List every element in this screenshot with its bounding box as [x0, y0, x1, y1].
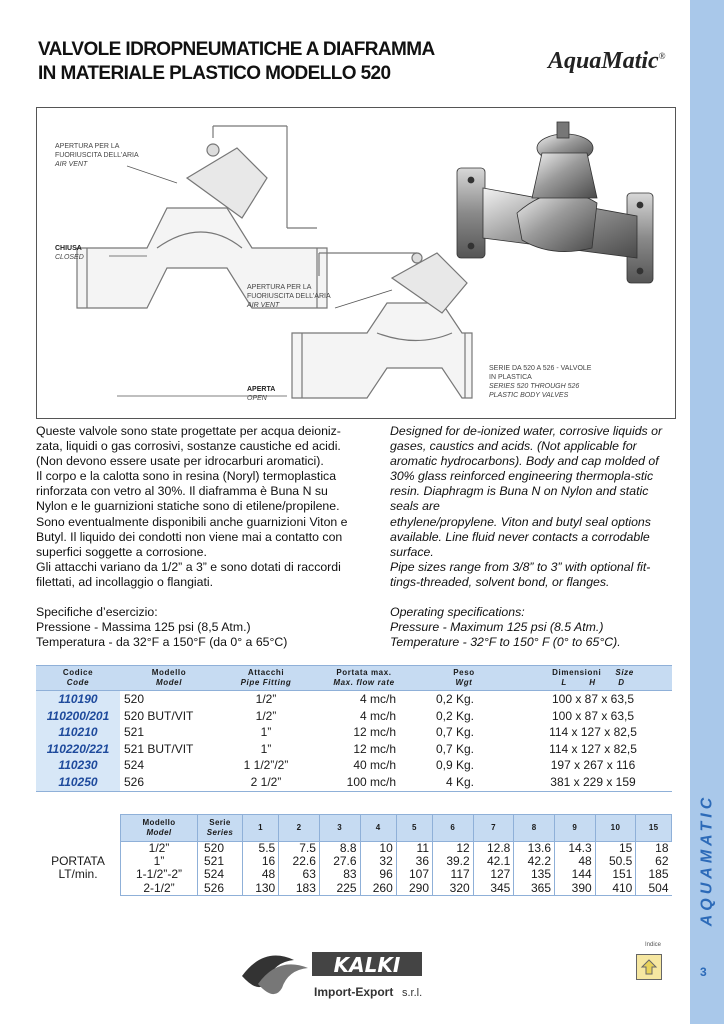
flow-value: 5.5: [243, 842, 279, 856]
product-fitting: 1”: [260, 725, 272, 740]
logo-srl: s.r.l.: [402, 987, 423, 999]
flow-value: 16: [243, 855, 279, 868]
product-weight: 0,9 Kg.: [435, 758, 474, 773]
col-minutes: 2: [279, 815, 320, 842]
flow-value: 12: [433, 842, 474, 856]
product-flow: 4 mc/h: [359, 692, 396, 706]
side-brand-word: AQUAMATIC: [698, 793, 716, 927]
series-caption: SERIE DA 520 A 526 - VALVOLE IN PLASTICA SERIES 520 THROUGH 526 PLASTIC BODY VALVES: [489, 365, 592, 399]
it-spec-heading: Specifiche d’esercizio:: [36, 605, 158, 620]
product-model: 520 BUT/VIT: [124, 708, 194, 723]
flow-series: 521: [198, 855, 243, 868]
flow-rate-label: [36, 842, 121, 896]
product-code: 110250: [36, 774, 120, 791]
product-table: [36, 665, 672, 792]
product-weight: 0,2 Kg.: [435, 708, 474, 723]
col-minutes: 4: [360, 815, 396, 842]
flow-value: 320: [433, 882, 474, 896]
col-minutes: 1: [243, 815, 279, 842]
flow-value: 48: [555, 855, 596, 868]
flow-value: 7.5: [279, 842, 320, 856]
en-spec-heading: Operating specifications:: [390, 605, 525, 620]
closed-label: CHIUSA CLOSED: [55, 245, 84, 261]
product-flow: 12 mc/h: [353, 741, 396, 756]
flow-value: 225: [319, 882, 360, 896]
product-code: 110210: [36, 724, 120, 741]
flow-value: 22.6: [279, 855, 320, 868]
flow-value: 504: [636, 882, 672, 896]
table-row: [36, 757, 672, 774]
product-model: 526: [120, 774, 218, 791]
flow-value: 345: [473, 882, 514, 896]
product-dimensions: 100 x 87 x 63,5: [551, 708, 635, 723]
flow-row: [36, 842, 672, 856]
col-fitting: Attacchi Pipe Fitting: [218, 666, 314, 691]
flow-series: 524: [198, 868, 243, 881]
product-fitting: 1 1/2”/2”: [243, 758, 289, 773]
flow-value: 48: [243, 868, 279, 881]
flow-value: 96: [360, 868, 396, 881]
it-paragraph-3: Sono eventualmente disponibili anche guarnizioni Viton e Butyl. Il liquido dei condotti non viene mai a contatto con superfici soggette a corrosione.: [36, 514, 348, 559]
product-dimensions: 114 x 127 x 82,5: [549, 725, 637, 740]
flow-value: 36: [396, 855, 432, 868]
flow-value: 62: [636, 855, 672, 868]
it-spec-temperature: Temperatura - da 32°F a 150°F (da 0° a 65°C): [36, 635, 288, 650]
col-minutes: 10: [595, 815, 636, 842]
flow-value: 260: [360, 882, 396, 896]
flow-size: 1/2”: [121, 842, 198, 856]
flow-value: 18: [636, 842, 672, 856]
flow-rate-table: [36, 814, 672, 896]
flow-value: 83: [319, 868, 360, 881]
product-model: 521: [124, 725, 145, 740]
flow-value: 15: [595, 842, 636, 856]
product-code: 110200/201: [36, 708, 120, 725]
page-title: [38, 38, 558, 86]
col-weight: Peso Wgt: [414, 666, 514, 691]
product-flow: 100 mc/h: [314, 774, 414, 791]
product-table-header: [36, 666, 672, 691]
logo-subtitle: Import-Export: [314, 985, 394, 999]
flow-value: 42.1: [473, 855, 514, 868]
flow-value: 151: [595, 868, 636, 881]
brand-logo: AquaMatic®: [548, 48, 666, 74]
col-minutes: 5: [396, 815, 432, 842]
table-row: [36, 774, 672, 791]
product-model: 520: [124, 692, 145, 706]
title-line-1: VALVOLE IDROPNEUMATICHE A DIAFRAMMA: [38, 39, 435, 60]
flow-series: 526: [198, 882, 243, 896]
air-vent-label-2: APERTURA PER LA FUORIUSCITA DELL'ARIA AIR VENT: [247, 284, 331, 309]
product-flow: 4 mc/h: [359, 708, 396, 723]
product-weight: 0,7 Kg.: [435, 725, 474, 740]
flow-series: 520: [198, 842, 243, 856]
flow-size: 1-1/2”-2”: [121, 868, 198, 881]
col-flow-model: Modello Model: [121, 815, 198, 842]
flow-value: 135: [514, 868, 555, 881]
col-minutes: 6: [433, 815, 474, 842]
title-line-2: IN MATERIALE PLASTICO MODELLO 520: [38, 63, 391, 84]
flow-value: 8.8: [319, 842, 360, 856]
valve-photo: [457, 122, 653, 283]
en-spec-temperature: Temperature - 32°F to 150° F (0° to 65°C).: [390, 635, 621, 650]
product-fitting: 1/2”: [255, 708, 277, 723]
col-flow-series: Serie Series: [198, 815, 243, 842]
product-fitting: 1”: [260, 741, 272, 756]
flow-value: 107: [396, 868, 432, 881]
flow-value: 127: [473, 868, 514, 881]
it-paragraph-1: Queste valvole sono state progettate per acqua deioniz-zata, liquidi o gas corrosivi, sostanze caustiche ed acidi. (Non devono essere usate per idrocarburi aromatici).: [36, 424, 341, 469]
flow-value: 117: [433, 868, 474, 881]
air-vent-label-1: APERTURA PER LA FUORIUSCITA DELL'ARIA AIR VENT: [55, 143, 139, 168]
col-minutes: 15: [636, 815, 672, 842]
flow-value: 50.5: [595, 855, 636, 868]
flow-row: [36, 882, 672, 896]
flow-value: 390: [555, 882, 596, 896]
valve-figure: [36, 107, 676, 419]
flow-value: 13.6: [514, 842, 555, 856]
flow-value: 42.2: [514, 855, 555, 868]
flow-row: [36, 868, 672, 881]
col-dimensions: Dimensioni Size L H D: [514, 666, 672, 691]
index-label: Indice: [645, 942, 662, 948]
flow-value: 27.6: [319, 855, 360, 868]
open-valve-drawing: [292, 253, 472, 398]
product-dimensions: 381 x 229 x 159: [514, 774, 672, 791]
it-paragraph-4: Gli attacchi variano da 1/2” a 3” e sono dotati di raccordi filettati, ad incollaggio o flangiati.: [36, 559, 341, 589]
product-code: 110190: [36, 691, 120, 708]
flow-value: 11: [396, 842, 432, 856]
flow-size: 1”: [121, 855, 198, 868]
en-paragraph-1: Designed for de-ionized water, corrosive liquids or gases, caustics and acids. (Not applicable for aromatic hydrocarbons). Body and cap molded of 30% glass reinforced engineering thermopla-stic resin. Diaphragm is Buna N on Nylon and static seals are: [390, 424, 663, 514]
flow-value: 32: [360, 855, 396, 868]
table-row: [36, 741, 672, 758]
flow-size: 2-1/2”: [121, 882, 198, 896]
flow-rate-label-2: LT/min.: [58, 867, 98, 882]
en-paragraph-2: ethylene/propylene. Viton and butyl seal options available. Line fluid never contacts a corrodable surface.: [390, 514, 651, 559]
col-flow: Portata max. Max. flow rate: [314, 666, 414, 691]
product-dimensions: 197 x 267 x 116: [550, 758, 636, 773]
product-dimensions: 114 x 127 x 82,5: [549, 741, 637, 756]
col-minutes: 9: [555, 815, 596, 842]
product-fitting: 2 1/2”: [218, 774, 314, 791]
product-model: 521 BUT/VIT: [124, 741, 194, 756]
index-home-button[interactable]: [636, 954, 662, 980]
open-label: APERTA OPEN: [247, 386, 276, 402]
flow-value: 183: [279, 882, 320, 896]
en-paragraph-3: Pipe sizes range from 3/8” to 3” with optional fit-tings-threaded, solvent bond, or flanges.: [390, 559, 651, 589]
flow-value: 410: [595, 882, 636, 896]
product-dimensions: 100 x 87 x 63,5: [551, 692, 635, 706]
product-code: 110220/221: [36, 741, 120, 758]
table-row: [36, 691, 672, 708]
flow-value: 14.3: [555, 842, 596, 856]
col-code: Codice Code: [36, 666, 120, 691]
product-weight: 0,7 Kg.: [435, 741, 474, 756]
kalki-logo: [234, 938, 464, 1008]
product-weight: 4 Kg.: [414, 774, 514, 791]
product-fitting: 1/2”: [255, 692, 277, 706]
flow-value: 185: [636, 868, 672, 881]
en-spec-pressure: Pressure - Maximum 125 psi (8.5 Atm.): [390, 620, 604, 635]
flow-table-header: [36, 815, 672, 842]
flow-value: 39.2: [433, 855, 474, 868]
it-spec-pressure: Pressione - Massima 125 psi (8,5 Atm.): [36, 620, 251, 635]
col-model: Modello Model: [120, 666, 218, 691]
table-row: [36, 708, 672, 725]
flow-value: 144: [555, 868, 596, 881]
flow-rate-label-1: PORTATA: [51, 854, 105, 869]
product-model: 524: [124, 758, 145, 773]
product-weight: 0,2 Kg.: [435, 692, 474, 706]
flow-table-corner: [36, 815, 121, 842]
product-flow: 12 mc/h: [353, 725, 396, 740]
english-description: [390, 424, 676, 650]
flow-value: 365: [514, 882, 555, 896]
col-minutes: 7: [473, 815, 514, 842]
flow-value: 10: [360, 842, 396, 856]
home-arrow-icon: [640, 958, 658, 976]
product-code: 110230: [36, 757, 120, 774]
col-minutes: 3: [319, 815, 360, 842]
logo-name: KALKI: [333, 953, 401, 977]
flow-value: 12.8: [473, 842, 514, 856]
page-number: 3: [700, 965, 707, 979]
italian-description: [36, 424, 358, 650]
table-row: [36, 724, 672, 741]
flow-value: 63: [279, 868, 320, 881]
flow-value: 290: [396, 882, 432, 896]
col-minutes: 8: [514, 815, 555, 842]
it-paragraph-2: Il corpo e la calotta sono in resina (Noryl) termoplastica rinforzata con vetro al 30%. Il diaframma è Buna N su Nylon e le guarnizioni statiche sono di etilene/propilene.: [36, 469, 340, 514]
product-flow: 40 mc/h: [353, 758, 396, 773]
flow-value: 130: [243, 882, 279, 896]
